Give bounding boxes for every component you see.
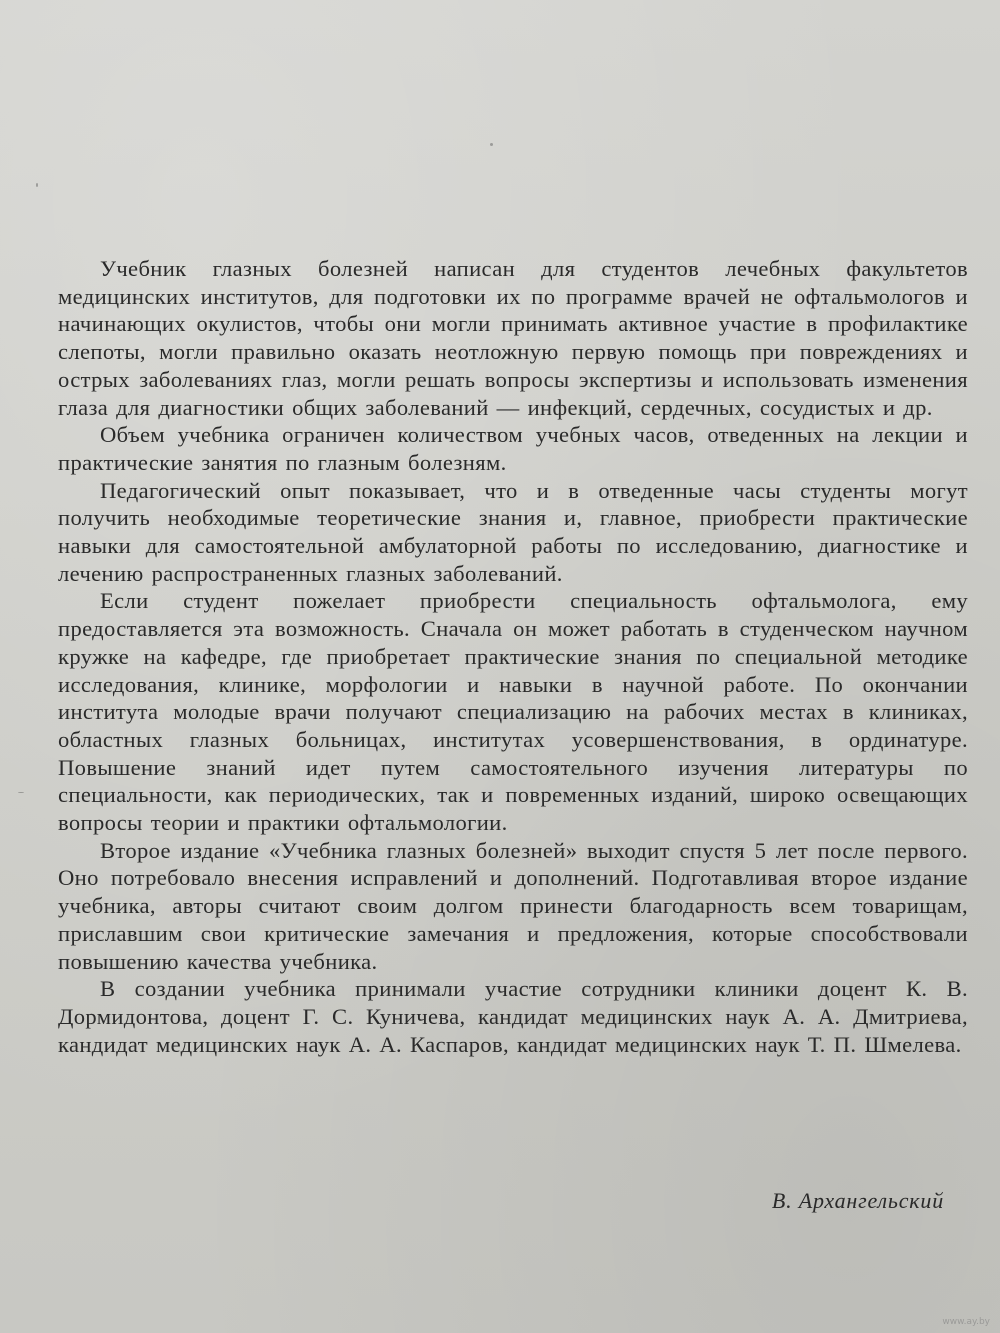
site-watermark: www.ay.by [942,1317,990,1327]
preface-text [58,255,968,1058]
paragraph-volume: Объем учебника ограничен количеством учебных часов, отведенных на лекции и практические занятия по глазным болезням. [58,422,968,475]
paragraph-purpose: Учебник глазных болезней написан для студентов лечебных факультетов медицинских институтов, для подготовки их по программе врачей не офтальмологов и начинающих окулистов, чтобы они могли принимать активное участие в профилактике слепоты, могли правильно оказать неотложную первую помощь при повреждениях и острых заболеваниях глаз, могли решать вопросы экспертизы и использовать изменения глаза для диагностики общих заболеваний — инфекций, сердечных, сосудистых и др. [58,256,968,420]
paragraph-second-edition: Второе издание «Учебника глазных болезней» выходит спустя 5 лет после первого. Оно потребовало внесения исправлений и дополнений. Подготавливая второе издание учебника, авторы считают своим долгом принести благодарность всем товарищам, приславшим свои критические замечания и предложения, которые способствовали повышению качества учебника. [58,837,968,974]
paragraph-specialization: Если студент пожелает приобрести специальность офтальмолога, ему предоставляется эта возможность. Сначала он может работать в студенческом научном кружке на кафедре, где приобретает практические знания по специальной методике исследования, клинике, морфологии и навыки в научной работе. По окончании института молодые врачи получают специализацию на рабочих местах в клиниках, областных глазных больницах, институтах усовершенствования, в ординатуре. Повышение знаний идет путем самостоятельного изучения литературы по специальности, как периодических, так и повременных изданий, широко освещающих вопросы теории и практики офтальмологии. [58,588,968,836]
paragraph-experience: Педагогический опыт показывает, что и в отведенные часы студенты могут получить необходимые теоретические знания и, главное, приобрести практические навыки для самостоятельной амбулаторной работы по исследованию, диагностике и лечению распространенных глазных заболеваний. [58,477,968,586]
paragraph-contributors: В создании учебника принимали участие сотрудники клиники доцент К. В. Дормидонтова, доцент Г. С. Куничева, кандидат медицинских наук А. А. Дмитриева, кандидат медицинских наук А. А. Каспаров, кандидат медицинских наук Т. П. Шмелева. [58,976,968,1057]
author-signature: В. Архангельский [771,1188,944,1213]
